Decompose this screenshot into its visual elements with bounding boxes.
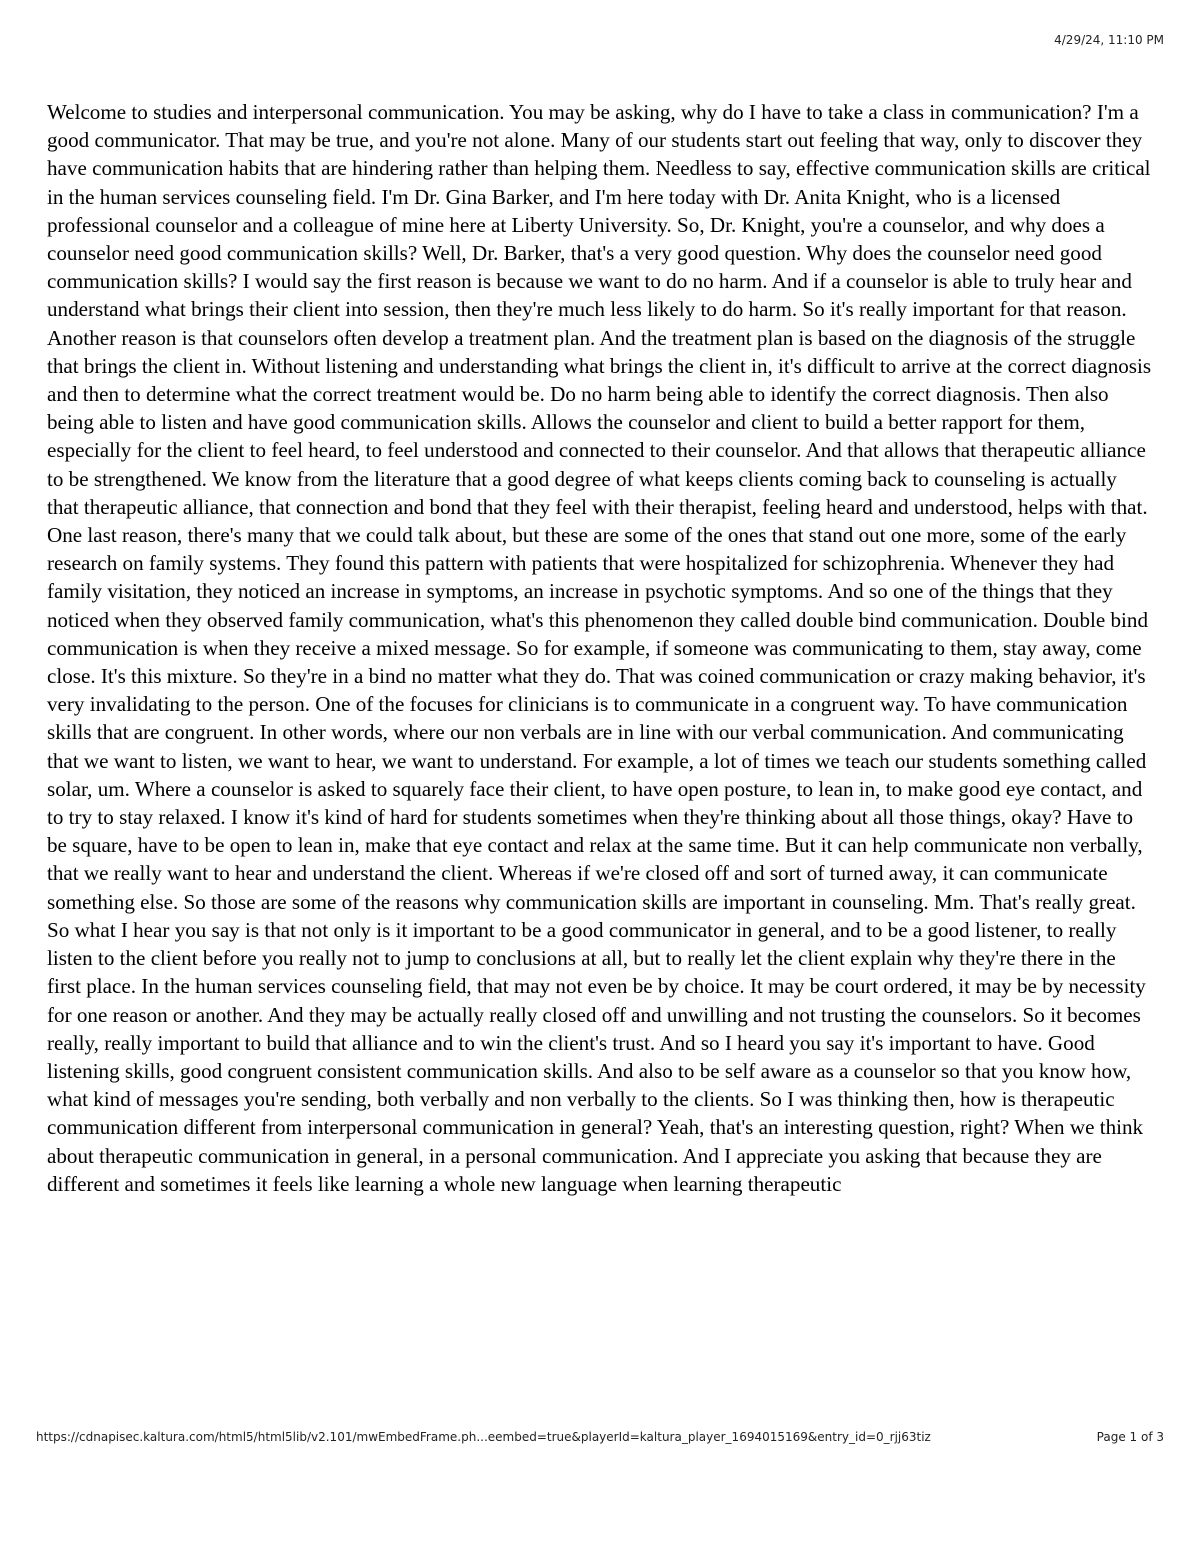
transcript-body: Welcome to studies and interpersonal communication. You may be asking, why do I have to take a class in communication? I'm a good communicator. That may be true, and you're not alone. Many of our students start out feeling that way, only to discover they have communication habits that are hindering rather than helping them. Needless to say, effective communication skills are critical in the human services counseling field. I'm Dr. Gina Barker, and I'm here today with Dr. Anita Knight, who is a licensed professional counselor and a colleague of mine here at Liberty University. So, Dr. Knight, you're a counselor, and why does a counselor need good communication skills? Well, Dr. Barker, that's a very good question. Why does the counselor need good communication skills? I would say the first reason is because we want to do no harm. And if a counselor is able to truly hear and understand what brings their client into session, then they're much less likely to do harm. So it's really important for that reason. Another reason is that counselors often develop a treatment plan. And the treatment plan is based on the diagnosis of the struggle that brings the client in. Without listening and understanding what brings the client in, it's difficult to arrive at the correct diagnosis and then to determine what the correct treatment would be. Do no harm being able to identify the correct diagnosis. Then also being able to listen and have good communication skills. Allows the counselor and client to build a better rapport for them, especially for the client to feel heard, to feel understood and connected to their counselor. And that allows that therapeutic alliance to be strengthened. We know from the literature that a good degree of what keeps clients coming back to counseling is actually that therapeutic alliance, that connection and bond that they feel with their therapist, feeling heard and understood, helps with that. One last reason, there's many that we could talk about, but these are some of the ones that stand out one more, some of the early research on family systems. They found this pattern with patients that were hospitalized for schizophrenia. Whenever they had family visitation, they noticed an increase in symptoms, an increase in psychotic symptoms. And so one of the things that they noticed when they observed family communication, what's this phenomenon they called double bind communication. Double bind communication is when they receive a mixed message. So for example, if someone was communicating to them, stay away, come close. It's this mixture. So they're in a bind no matter what they do. That was coined communication or crazy making behavior, it's very invalidating to the person. One of the focuses for clinicians is to communicate in a congruent way. To have communication skills that are congruent. In other words, where our non verbals are in line with our verbal communication. And communicating that we want to listen, we want to hear, we want to understand. For example, a lot of times we teach our students something called solar, um. Where a counselor is asked to squarely face their client, to have open posture, to lean in, to make good eye contact, and to try to stay relaxed. I know it's kind of hard for students sometimes when they're thinking about all those things, okay? Have to be square, have to be open to lean in, make that eye contact and relax at the same time. But it can help communicate non verbally, that we really want to hear and understand the client. Whereas if we're closed off and sort of turned away, it can communicate something else. So those are some of the reasons why communication skills are important in counseling. Mm. That's really great. So what I hear you say is that not only is it important to be a good communicator in general, and to be a good listener, to really listen to the client before you really not to jump to conclusions at all, but to really let the client explain why they're there in the first place. In the human services counseling field, that may not even be by choice. It may be court ordered, it may be by necessity for one reason or another. And they may be actually really closed off and unwilling and not trusting the counselors. So it becomes really, really important to build that alliance and to win the client's trust. And so I heard you say it's important to have. Good listening skills, good congruent consistent communication skills. And also to be self aware as a counselor so that you know how, what kind of messages you're sending, both verbally and non verbally to the clients. So I was thinking then, how is therapeutic communication different from interpersonal communication in general? Yeah, that's an interesting question, right? When we think about therapeutic communication in general, in a personal communication. And I appreciate you asking that because they are different and sometimes it feels like learning a whole new language when learning therapeutic (47, 100, 1152, 1196)
page-number: Page 1 of 3 (1096, 1430, 1164, 1444)
source-url: https://cdnapisec.kaltura.com/html5/html5lib/v2.101/mwEmbedFrame.ph...eembed=true&playerId=kaltura_player_1694015169&entry_id=0_rjj63tiz (36, 1430, 931, 1444)
print-timestamp: 4/29/24, 11:10 PM (1054, 33, 1164, 47)
